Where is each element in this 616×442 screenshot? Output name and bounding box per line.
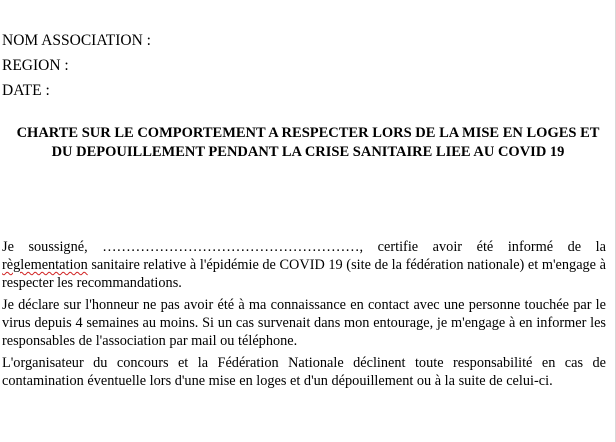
paragraph-certification — [2, 238, 606, 292]
region-label: REGION : — [2, 57, 69, 74]
paragraph-certification-end: sanitaire relative à l'épidémie de COVID 19 (site de la fédération nationale) et m'engage à respecter les recommandations. — [2, 257, 606, 291]
charter-title: CHARTE SUR LE COMPORTEMENT A RESPECTER LORS DE LA MISE EN LOGES ET DU DEPOUILLEMENT PENDANT LA CRISE SANITAIRE LIEE AU COVID 19 — [16, 125, 600, 160]
document-body — [2, 238, 606, 394]
paragraph-disclaimer: L'organisateur du concours et la Fédération Nationale déclinent toute responsabilité en cas de contamination éventuelle lors d'une mise en loges et d'un dépouillement ou à la suite de celui-ci. — [2, 355, 606, 389]
paragraph-declaration: Je déclare sur l'honneur ne pas avoir été à ma connaissance en contact avec une personne touchée par le virus depuis 4 semaines au moins. Si un cas survenait dans mon entourage, je m'engage à en informer les responsables de l'association par mail ou téléphone. — [2, 297, 606, 349]
date-label: DATE : — [2, 82, 50, 99]
spellcheck-flagged-word: règlementation — [2, 257, 88, 273]
paragraph-certification-start: Je soussigné, ………………………………………………, certifie avoir été informé de la — [2, 239, 606, 255]
association-name-label: NOM ASSOCIATION : — [2, 32, 151, 49]
header-fields — [2, 28, 151, 103]
